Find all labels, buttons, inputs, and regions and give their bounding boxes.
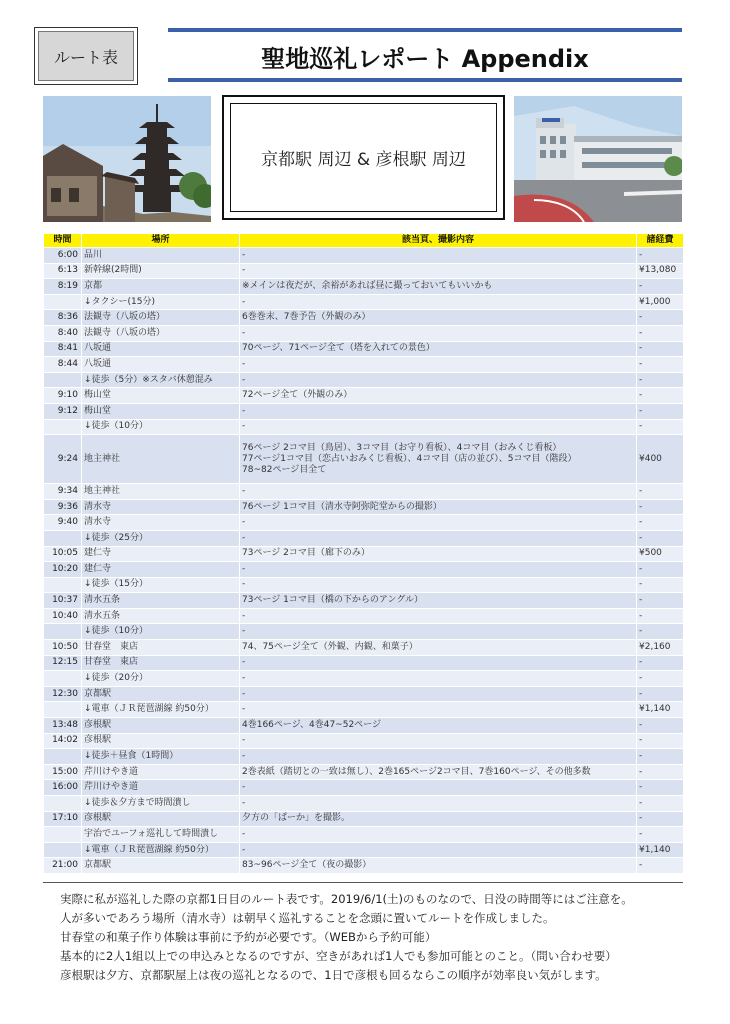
- table-row: [44, 435, 684, 484]
- cell-cost: -: [637, 827, 684, 843]
- cell-cost: -: [637, 530, 684, 546]
- cell-cost: -: [637, 624, 684, 640]
- cell-time: 10:50: [44, 640, 82, 656]
- cell-time: [44, 577, 82, 593]
- cell-cost: -: [637, 279, 684, 295]
- cell-cost: -: [637, 655, 684, 671]
- cell-place: 甘春堂 東店: [82, 640, 240, 656]
- cell-time: 9:40: [44, 515, 82, 531]
- table-row: [44, 608, 684, 624]
- cell-cost: ¥13,080: [637, 263, 684, 279]
- table-row: [44, 372, 684, 388]
- cell-content: -: [240, 357, 637, 373]
- table-row: [44, 733, 684, 749]
- cell-content: -: [240, 686, 637, 702]
- cell-place: ↓徒歩（15分）: [82, 577, 240, 593]
- cell-content: -: [240, 796, 637, 812]
- cell-time: [44, 530, 82, 546]
- table-row: [44, 388, 684, 404]
- cell-time: 16:00: [44, 780, 82, 796]
- table-row: [44, 515, 684, 531]
- cell-time: 9:24: [44, 435, 82, 484]
- cell-place: 甘春堂 東店: [82, 655, 240, 671]
- header-time: 時間: [44, 234, 82, 248]
- cell-time: 10:05: [44, 546, 82, 562]
- cell-content: -: [240, 780, 637, 796]
- cell-content: -: [240, 733, 637, 749]
- table-row: [44, 263, 684, 279]
- cell-cost: ¥1,140: [637, 842, 684, 858]
- cell-place: 京都駅: [82, 858, 240, 874]
- pagoda-photo: [43, 96, 211, 222]
- table-row: [44, 294, 684, 310]
- cell-content: 73ページ 1コマ目（橋の下からのアングル）: [240, 593, 637, 609]
- cell-time: 10:37: [44, 593, 82, 609]
- cell-time: [44, 624, 82, 640]
- table-row: [44, 640, 684, 656]
- cell-content: [240, 435, 637, 484]
- route-table-tag-label: ルート表: [38, 31, 134, 81]
- cell-time: 13:48: [44, 718, 82, 734]
- cell-cost: -: [637, 811, 684, 827]
- cell-time: 9:34: [44, 484, 82, 500]
- cell-cost: -: [637, 419, 684, 435]
- page-title: 聖地巡礼レポート Appendix: [261, 44, 589, 73]
- cell-place: 八坂通: [82, 341, 240, 357]
- table-row: [44, 419, 684, 435]
- cell-cost: -: [637, 388, 684, 404]
- cell-place: 品川: [82, 248, 240, 264]
- cell-time: 17:10: [44, 811, 82, 827]
- cell-place: ↓徒歩（5分）※スタバ休憩混み: [82, 372, 240, 388]
- cell-place: 地主神社: [82, 484, 240, 500]
- cell-cost: -: [637, 608, 684, 624]
- notes: [60, 890, 700, 985]
- cell-cost: -: [637, 310, 684, 326]
- route-table: [43, 233, 684, 874]
- cell-place: 宇治でユーフォ巡礼して時間潰し: [82, 827, 240, 843]
- cell-content-line: 77ページ1コマ目（恋占いおみくじ看板）、4コマ目（店の並び）、5コマ目（階段）: [242, 453, 577, 464]
- table-body: [44, 248, 684, 874]
- cell-content: -: [240, 294, 637, 310]
- cell-time: 12:15: [44, 655, 82, 671]
- cell-place: ↓徒歩（10分）: [82, 624, 240, 640]
- note-line: 基本的に2人1組以上での申込みとなるのですが、空きがあれば1人でも参加可能とのこと。（問い合わせ要）: [60, 949, 617, 963]
- table-row: [44, 780, 684, 796]
- cell-cost: -: [637, 499, 684, 515]
- cell-cost: -: [637, 484, 684, 500]
- cell-content: -: [240, 325, 637, 341]
- cell-cost: -: [637, 718, 684, 734]
- cell-cost: -: [637, 403, 684, 419]
- cell-content: -: [240, 263, 637, 279]
- cell-time: 9:10: [44, 388, 82, 404]
- cell-place: 建仁寺: [82, 546, 240, 562]
- cell-cost: ¥400: [637, 435, 684, 484]
- cell-cost: ¥1,000: [637, 294, 684, 310]
- cell-place: 清水五条: [82, 608, 240, 624]
- cell-place: 芹川けやき道: [82, 780, 240, 796]
- cell-content: 83~96ページ全て（夜の撮影）: [240, 858, 637, 874]
- cell-place: 清水寺: [82, 515, 240, 531]
- table-row: [44, 546, 684, 562]
- table-row: [44, 842, 684, 858]
- cell-cost: -: [637, 325, 684, 341]
- cell-place: 法観寺（八坂の塔）: [82, 325, 240, 341]
- cell-content: -: [240, 702, 637, 718]
- title-top-rule: [168, 28, 682, 32]
- title-band: [168, 24, 682, 86]
- cell-content: 76ページ 1コマ目（清水寺阿弥陀堂からの撮影）: [240, 499, 637, 515]
- cell-content: -: [240, 372, 637, 388]
- note-line: 彦根駅は夕方、京都駅屋上は夜の巡礼となるので、1日で彦根も回るならこの順序が効率良い気がします。: [60, 968, 607, 982]
- table-row: [44, 310, 684, 326]
- cell-cost: ¥1,140: [637, 702, 684, 718]
- cell-time: 9:12: [44, 403, 82, 419]
- cell-time: 8:36: [44, 310, 82, 326]
- cell-time: 8:41: [44, 341, 82, 357]
- cell-cost: -: [637, 686, 684, 702]
- table-row: [44, 341, 684, 357]
- table-row: [44, 764, 684, 780]
- cell-time: 6:00: [44, 248, 82, 264]
- cell-cost: -: [637, 341, 684, 357]
- cell-content: -: [240, 624, 637, 640]
- cell-content: -: [240, 577, 637, 593]
- table-row: [44, 325, 684, 341]
- note-line: 甘春堂の和菓子作り体験は事前に予約が必要です。（WEBから予約可能）: [60, 930, 437, 944]
- table-row: [44, 827, 684, 843]
- cell-content-line: 76ページ 2コマ目（鳥居）、3コマ目（お守り看板）、4コマ目（おみくじ看板）: [242, 442, 562, 453]
- cell-content: -: [240, 419, 637, 435]
- cell-cost: -: [637, 749, 684, 765]
- cell-content: 6巻巻末、7巻予告（外観のみ）: [240, 310, 637, 326]
- table-row: [44, 562, 684, 578]
- cell-content: 4巻166ページ、4巻47~52ページ: [240, 718, 637, 734]
- table-row: [44, 796, 684, 812]
- table-row: [44, 655, 684, 671]
- cell-time: [44, 671, 82, 687]
- table-row: [44, 279, 684, 295]
- cell-content: -: [240, 484, 637, 500]
- cell-cost: -: [637, 764, 684, 780]
- cell-time: 10:20: [44, 562, 82, 578]
- cell-time: 9:36: [44, 499, 82, 515]
- cell-cost: -: [637, 858, 684, 874]
- cell-cost: -: [637, 780, 684, 796]
- header-content: 該当頁、撮影内容: [240, 234, 637, 248]
- cell-content: -: [240, 842, 637, 858]
- cell-place: ↓タクシー(15分): [82, 294, 240, 310]
- cell-cost: -: [637, 671, 684, 687]
- cell-content: ※メインは夜だが、余裕があれば昼に撮っておいてもいいかも: [240, 279, 637, 295]
- cell-place: 新幹線(2時間): [82, 263, 240, 279]
- cell-time: [44, 372, 82, 388]
- table-row: [44, 484, 684, 500]
- cell-place: 彦根駅: [82, 811, 240, 827]
- cell-content: -: [240, 530, 637, 546]
- cell-time: 14:02: [44, 733, 82, 749]
- cell-cost: -: [637, 796, 684, 812]
- cell-time: [44, 827, 82, 843]
- cell-cost: -: [637, 733, 684, 749]
- table-row: [44, 357, 684, 373]
- table-row: [44, 811, 684, 827]
- table-row: [44, 248, 684, 264]
- header-place: 場所: [82, 234, 240, 248]
- table-row: [44, 577, 684, 593]
- cell-place: ↓徒歩（10分）: [82, 419, 240, 435]
- cell-time: 21:00: [44, 858, 82, 874]
- cell-content: -: [240, 562, 637, 578]
- header-cost: 諸経費: [637, 234, 684, 248]
- table-row: [44, 499, 684, 515]
- cell-place: 八坂通: [82, 357, 240, 373]
- cell-place: ↓徒歩（25分）: [82, 530, 240, 546]
- cell-content: -: [240, 827, 637, 843]
- title-bottom-rule: [168, 78, 682, 82]
- cell-place: 京都: [82, 279, 240, 295]
- cell-content: -: [240, 608, 637, 624]
- cell-place: 彦根駅: [82, 733, 240, 749]
- cell-place: 京都駅: [82, 686, 240, 702]
- area-title: 京都駅 周辺 & 彦根駅 周辺: [230, 103, 497, 212]
- cell-content: -: [240, 671, 637, 687]
- cell-place: 清水寺: [82, 499, 240, 515]
- cell-cost: -: [637, 372, 684, 388]
- cell-content: 2巻表紙（踏切との一致は無し）、2巻165ページ2コマ目、7巻160ページ、その他多数: [240, 764, 637, 780]
- cell-place: 法観寺（八坂の塔）: [82, 310, 240, 326]
- cell-place: ↓徒歩（20分）: [82, 671, 240, 687]
- cell-content: -: [240, 515, 637, 531]
- table-row: [44, 718, 684, 734]
- cell-place: ↓電車（ＪＲ琵琶湖線 約50分）: [82, 842, 240, 858]
- cell-place: 芹川けやき道: [82, 764, 240, 780]
- station-photo: [514, 96, 682, 222]
- cell-cost: -: [637, 593, 684, 609]
- cell-time: 12:30: [44, 686, 82, 702]
- cell-place: 彦根駅: [82, 718, 240, 734]
- cell-time: [44, 294, 82, 310]
- cell-place: 梅山堂: [82, 388, 240, 404]
- cell-cost: -: [637, 357, 684, 373]
- cell-content: -: [240, 655, 637, 671]
- cell-content: -: [240, 248, 637, 264]
- table-row: [44, 671, 684, 687]
- cell-place: ↓電車（ＪＲ琵琶湖線 約50分）: [82, 702, 240, 718]
- table-row: [44, 530, 684, 546]
- note-line: 人が多いであろう場所（清水寺）は朝早く巡礼することを念頭に置いてルートを作成しました。: [60, 911, 555, 925]
- cell-place: ↓徒歩＋昼食（1時間）: [82, 749, 240, 765]
- cell-content: -: [240, 403, 637, 419]
- cell-content: 73ページ 2コマ目（廊下のみ）: [240, 546, 637, 562]
- cell-time: [44, 419, 82, 435]
- table-row: [44, 403, 684, 419]
- cell-time: 8:19: [44, 279, 82, 295]
- cell-time: [44, 842, 82, 858]
- cell-time: 8:40: [44, 325, 82, 341]
- table-header-row: [44, 234, 684, 248]
- cell-time: 6:13: [44, 263, 82, 279]
- cell-time: 8:44: [44, 357, 82, 373]
- cell-cost: ¥2,160: [637, 640, 684, 656]
- cell-content: 74、75ページ全て（外観、内観、和菓子）: [240, 640, 637, 656]
- cell-time: [44, 749, 82, 765]
- notes-divider-top: [43, 882, 683, 883]
- table-row: [44, 749, 684, 765]
- cell-place: ↓徒歩＆夕方まで時間潰し: [82, 796, 240, 812]
- table-row: [44, 624, 684, 640]
- cell-cost: -: [637, 562, 684, 578]
- station-illustration: [514, 96, 682, 222]
- cell-cost: -: [637, 248, 684, 264]
- cell-time: 15:00: [44, 764, 82, 780]
- cell-time: [44, 702, 82, 718]
- cell-time: 10:40: [44, 608, 82, 624]
- cell-place: 清水五条: [82, 593, 240, 609]
- cell-place: 建仁寺: [82, 562, 240, 578]
- cell-content-line: 78~82ページ目全て: [242, 464, 327, 475]
- table-row: [44, 593, 684, 609]
- route-table-tag: [34, 27, 138, 85]
- pagoda-illustration: [43, 96, 211, 222]
- cell-place: 梅山堂: [82, 403, 240, 419]
- table-row: [44, 858, 684, 874]
- cell-cost: -: [637, 577, 684, 593]
- cell-cost: -: [637, 515, 684, 531]
- cell-content: 72ページ全て（外観のみ）: [240, 388, 637, 404]
- cell-time: [44, 796, 82, 812]
- cell-content: 70ページ、71ページ全て（塔を入れての景色）: [240, 341, 637, 357]
- table-row: [44, 702, 684, 718]
- cell-cost: ¥500: [637, 546, 684, 562]
- cell-content: 夕方の「ぱーか」を撮影。: [240, 811, 637, 827]
- cell-content: -: [240, 749, 637, 765]
- note-line: 実際に私が巡礼した際の京都1日目のルート表です。2019/6/1(土)のものなので、日没の時間等にはご注意を。: [60, 892, 633, 906]
- cell-place: 地主神社: [82, 435, 240, 484]
- area-title-box: [222, 95, 505, 220]
- table-row: [44, 686, 684, 702]
